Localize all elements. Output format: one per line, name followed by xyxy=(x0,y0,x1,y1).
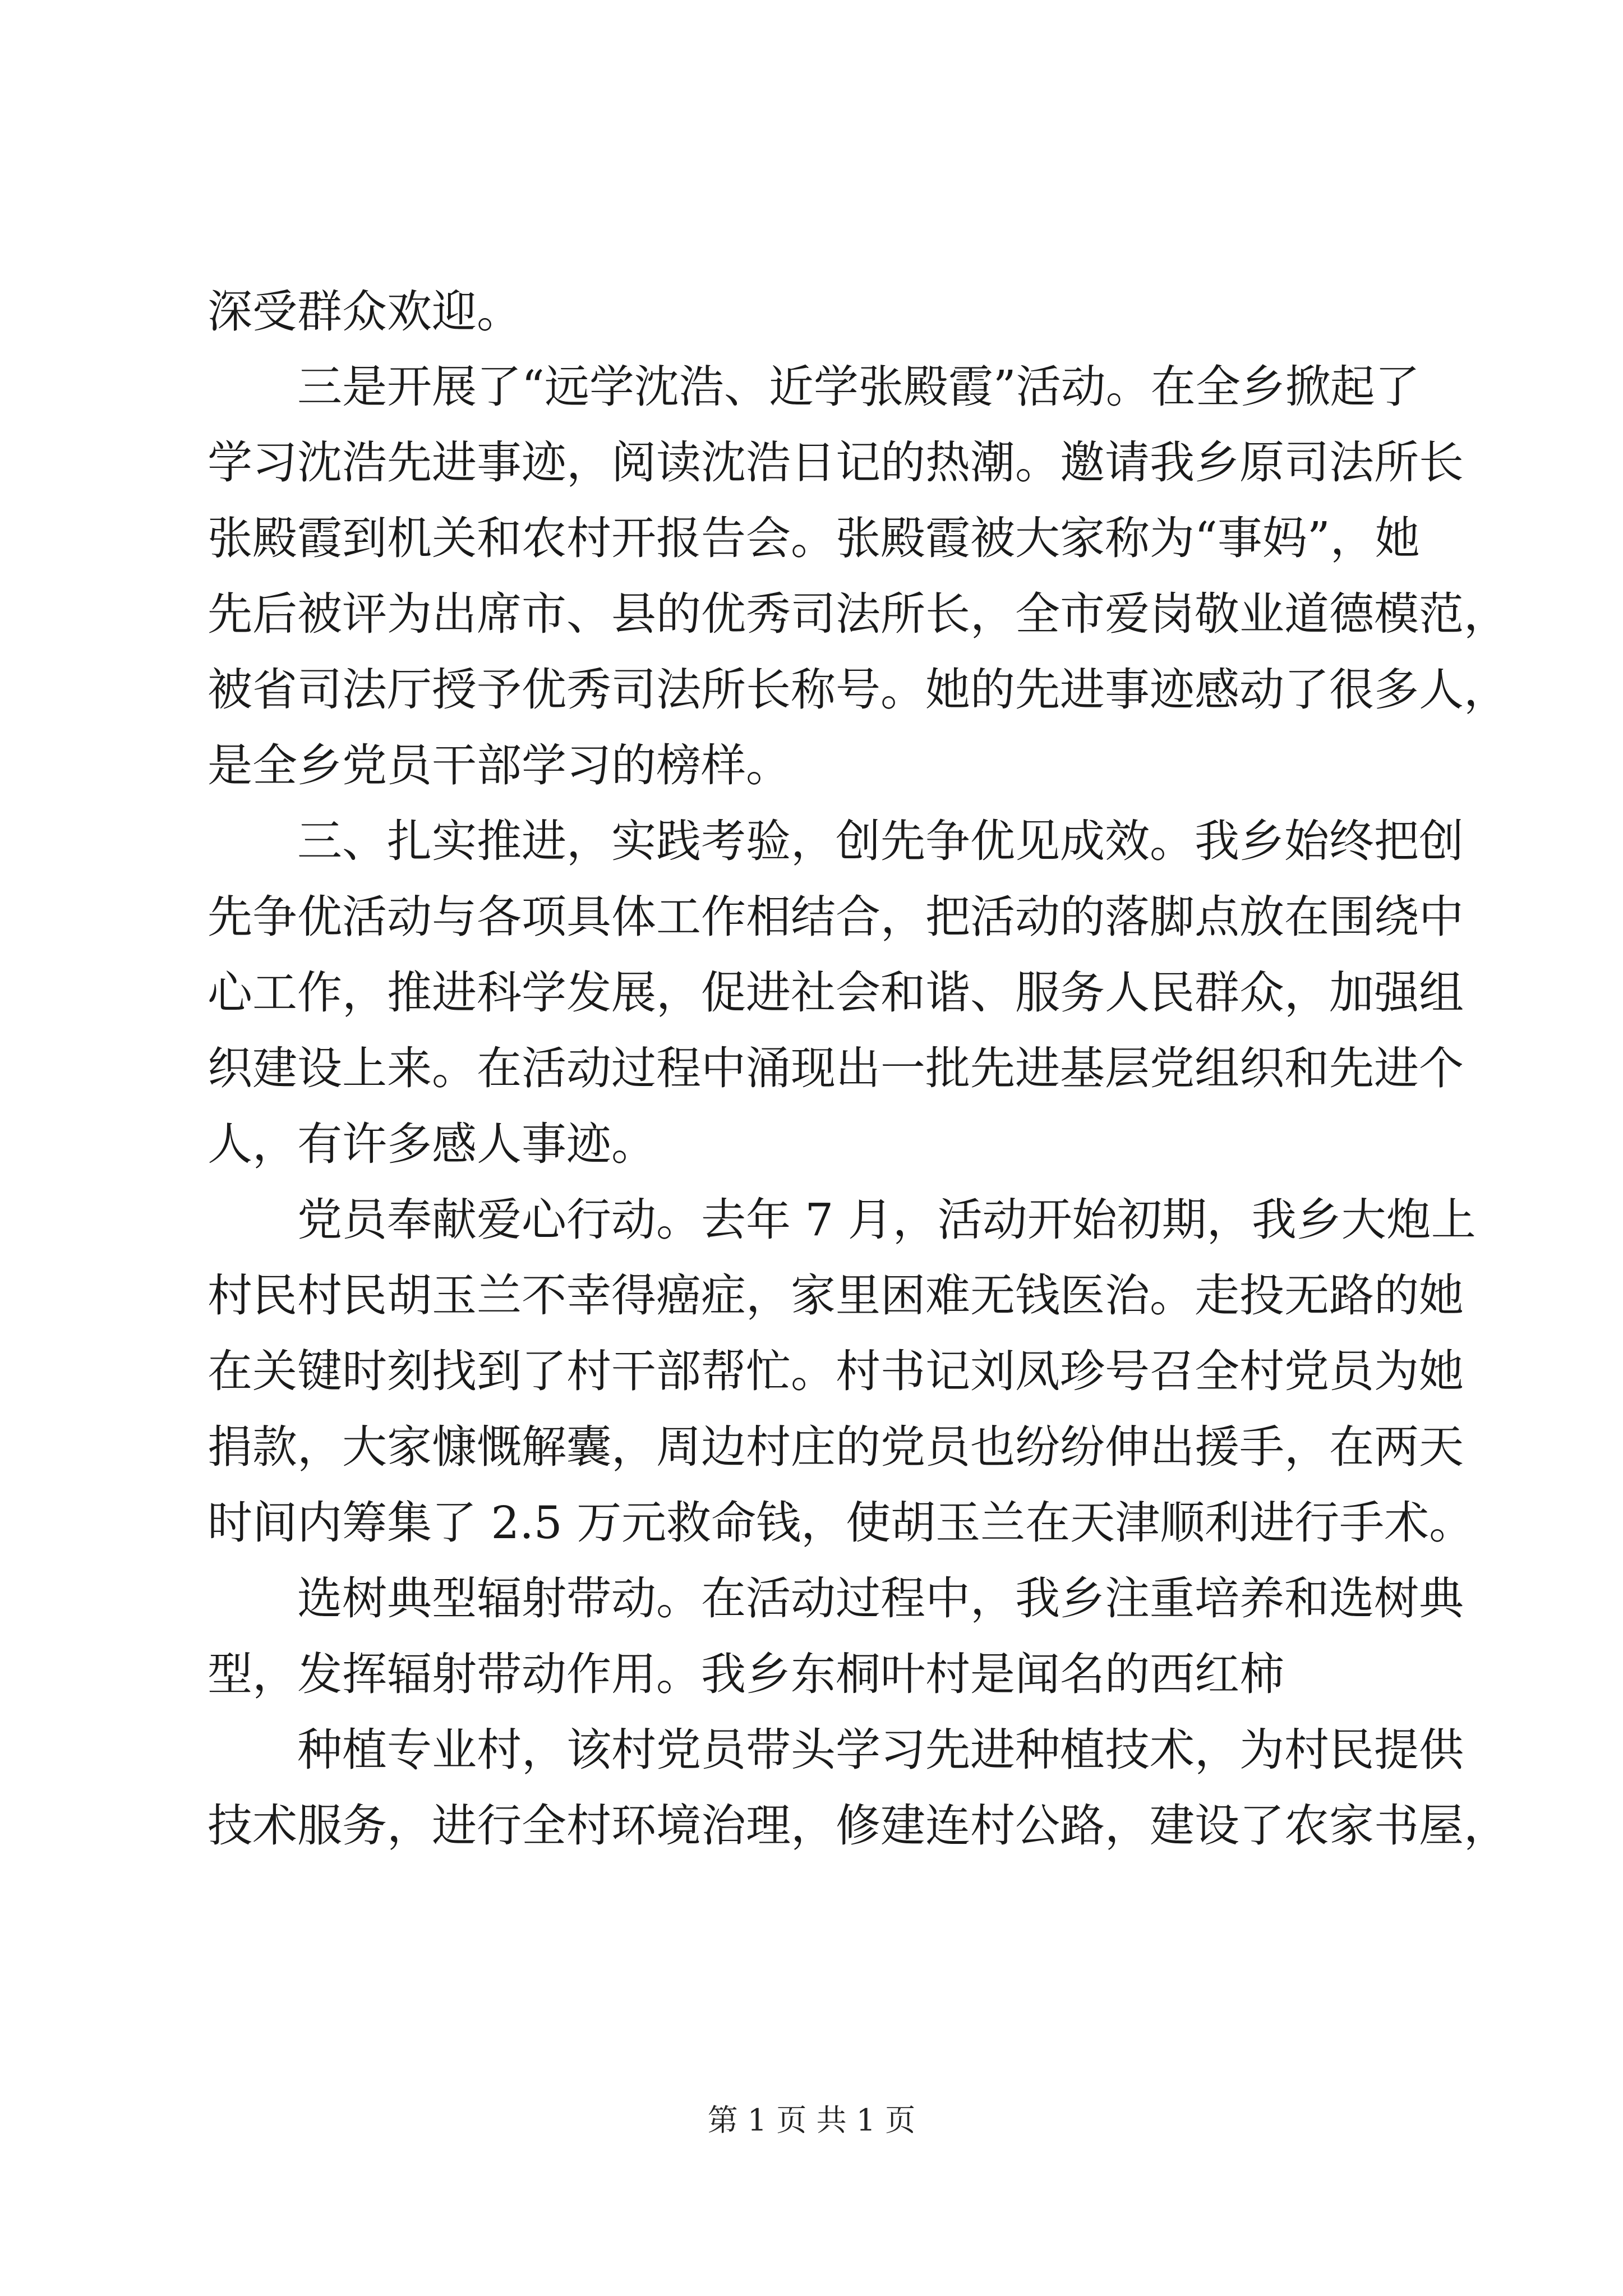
text-line: 织建设上来。在活动过程中涌现出一批先进基层党组织和先进个 xyxy=(208,1042,1464,1094)
text-line: 党员奉献爱心行动。去年 7 月，活动开始初期，我乡大炮上 xyxy=(297,1194,1476,1246)
text-line: 捐款，大家慷慨解囊，周边村庄的党员也纷纷伸出援手，在两天 xyxy=(208,1421,1464,1473)
text-line: 人，有许多感人事迹。 xyxy=(208,1118,656,1170)
text-line: 先争优活动与各项具体工作相结合，把活动的落脚点放在围绕中 xyxy=(208,891,1464,943)
text-line: 三是开展了“远学沈浩、近学张殿霞”活动。在全乡掀起了 xyxy=(297,361,1420,413)
text-line: 先后被评为出席市、县的优秀司法所长，全市爱岗敬业道德模范， xyxy=(208,588,1509,640)
text-line: 深受群众欢迎。 xyxy=(208,286,522,338)
text-line: 时间内筹集了 2.5 万元救命钱，使胡玉兰在天津顺利进行手术。 xyxy=(208,1497,1474,1549)
text-line: 三、扎实推进，实践考验，创先争优见成效。我乡始终把创 xyxy=(297,815,1464,867)
text-line: 村民村民胡玉兰不幸得癌症，家里困难无钱医治。走投无路的她 xyxy=(208,1269,1464,1322)
text-line: 张殿霞到机关和农村开报告会。张殿霞被大家称为“事妈”，她 xyxy=(208,512,1420,564)
text-line: 是全乡党员干部学习的榜样。 xyxy=(208,739,791,792)
text-line: 种植专业村，该村党员带头学习先进种植技术，为村民提供 xyxy=(297,1724,1464,1776)
text-line: 技术服务，进行全村环境治理，修建连村公路，建设了农家书屋， xyxy=(208,1800,1509,1852)
page-number-footer: 第 1 页 共 1 页 xyxy=(707,2102,916,2138)
text-line: 心工作，推进科学发展，促进社会和谐、服务人民群众，加强组 xyxy=(208,967,1464,1019)
text-line: 型，发挥辐射带动作用。我乡东桐叶村是闻名的西红柿 xyxy=(208,1648,1284,1700)
text-line: 学习沈浩先进事迹，阅读沈浩日记的热潮。邀请我乡原司法所长 xyxy=(208,436,1464,489)
text-line: 在关键时刻找到了村干部帮忙。村书记刘凤珍号召全村党员为她 xyxy=(208,1345,1464,1397)
text-line: 被省司法厅授予优秀司法所长称号。她的先进事迹感动了很多人， xyxy=(208,664,1509,716)
text-line: 选树典型辐射带动。在活动过程中，我乡注重培养和选树典 xyxy=(297,1572,1464,1625)
